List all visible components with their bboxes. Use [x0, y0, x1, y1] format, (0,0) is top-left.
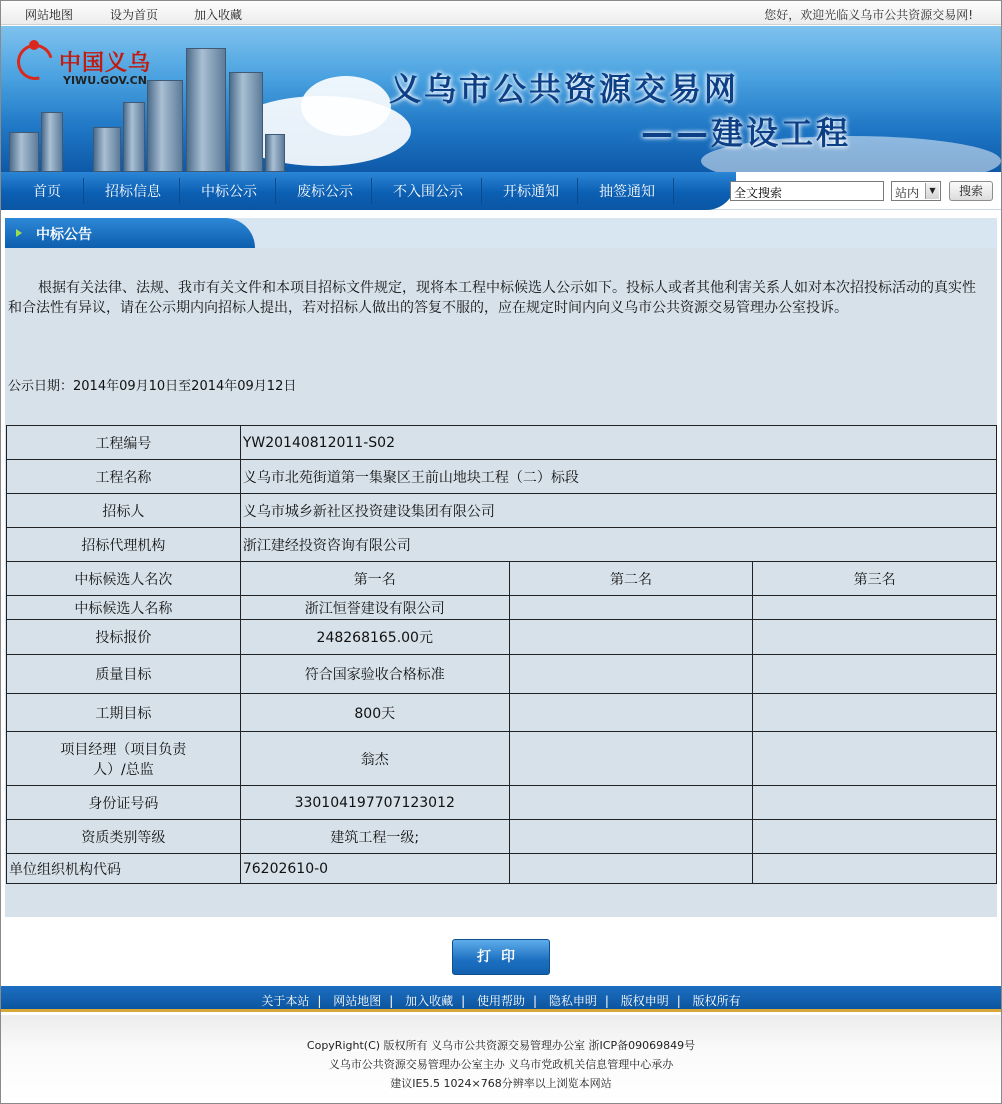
building-image	[229, 72, 263, 172]
table-row	[7, 460, 997, 494]
section-tab	[5, 218, 255, 248]
building-image	[9, 132, 39, 172]
footer-separator: |	[461, 994, 466, 1008]
table-row	[7, 655, 997, 694]
footer-separator: |	[317, 994, 322, 1008]
table-cell	[753, 786, 997, 820]
nav-separator	[481, 178, 482, 204]
footer-nav	[1, 986, 1001, 1012]
table-row	[7, 732, 997, 786]
copyright-line: CopyRight(C) 版权所有 义乌市公共资源交易管理办公室 浙ICP备09069849号	[306, 1039, 696, 1052]
notice-paragraph: 根据有关法律、法规、我市有关文件和本项目招标文件规定，现将本工程中标候选人公示如下。投标人或者其他利害关系人如对本次招投标活动的真实性和合法性有异议，请在公示期内向招标人提出，若对招标人做出的答复不服的，应在规定时间内向义乌市公共资源交易管理办公室投诉。	[8, 280, 976, 316]
footer-link-privacy[interactable]: 隐私申明	[548, 994, 597, 1008]
table-cell	[509, 596, 753, 620]
table-cell	[753, 596, 997, 620]
logo-name: 中国义乌	[59, 51, 152, 76]
logo-domain: YIWU.GOV.CN	[63, 74, 147, 87]
section-title: 中标公告	[36, 227, 92, 243]
table-row	[7, 620, 997, 655]
rank-header: 第一名	[240, 562, 509, 596]
table-cell: 建筑工程一级;	[240, 820, 509, 854]
search-input[interactable]: 全文搜索	[730, 181, 884, 201]
table-cell	[753, 620, 997, 655]
table-cell: 符合国家验收合格标准	[240, 655, 509, 694]
table-cell	[509, 694, 753, 732]
table-cell	[753, 732, 997, 786]
table-cell-label: 工程编号	[7, 426, 241, 460]
table-row	[7, 820, 997, 854]
table-cell	[753, 820, 997, 854]
banner	[1, 26, 1001, 172]
footer-link-favorite[interactable]: 加入收藏	[405, 994, 454, 1008]
table-cell: 800天	[240, 694, 509, 732]
footer-separator: |	[533, 994, 538, 1008]
building-image	[186, 48, 226, 172]
table-cell: 76202610-0	[240, 854, 509, 884]
table-row	[7, 854, 997, 884]
building-image	[123, 102, 145, 172]
table-cell-label: 投标报价	[7, 620, 241, 655]
sponsor-line: 义乌市公共资源交易管理办公室主办 义乌市党政机关信息管理中心承办	[328, 1058, 674, 1071]
chevron-down-icon[interactable]: ▼	[925, 183, 939, 199]
nav-item-lottery-notice[interactable]: 抽签通知	[599, 184, 655, 200]
project-name: 义乌市北苑街道第一集聚区王前山地块工程（二）标段	[240, 460, 996, 494]
building-image	[93, 127, 121, 172]
rank-header: 第二名	[509, 562, 753, 596]
search-scope-select[interactable]	[891, 181, 941, 201]
table-row	[7, 494, 997, 528]
building-image	[41, 112, 63, 172]
table-cell-label: 资质类别等级	[7, 820, 241, 854]
table-cell-label: 招标代理机构	[7, 528, 241, 562]
table-row	[7, 596, 997, 620]
table-row	[7, 528, 997, 562]
table-cell	[509, 620, 753, 655]
agency-name: 浙江建经投资咨询有限公司	[240, 528, 996, 562]
table-cell	[753, 655, 997, 694]
nav-separator	[673, 178, 674, 204]
footer-link-copyright-statement[interactable]: 版权申明	[620, 994, 669, 1008]
table-cell-label: 中标候选人名称	[7, 596, 241, 620]
table-cell: 浙江恒誉建设有限公司	[240, 596, 509, 620]
cloud-decoration	[301, 76, 391, 136]
footer-link-help[interactable]: 使用帮助	[476, 994, 525, 1008]
table-cell-label: 项目经理（项目负责人）/总监	[7, 732, 241, 786]
site-subtitle: ——建设工程	[641, 114, 852, 152]
browser-note: 建议IE5.5 1024×768分辨率以上浏览本网站	[390, 1077, 612, 1090]
footer-link-about[interactable]: 关于本站	[261, 994, 310, 1008]
nav-separator	[275, 178, 276, 204]
section-header	[5, 218, 997, 248]
table-row	[7, 786, 997, 820]
footer-separator: |	[389, 994, 394, 1008]
nav-separator	[83, 178, 84, 204]
sitemap-link[interactable]: 网站地图	[25, 8, 74, 22]
nav-separator	[371, 178, 372, 204]
footer-separator: |	[604, 994, 609, 1008]
footer-separator: |	[676, 994, 681, 1008]
table-cell	[753, 694, 997, 732]
table-cell-label: 中标候选人名次	[7, 562, 241, 596]
nav-item-opening-notice[interactable]: 开标通知	[503, 184, 559, 200]
footer-link-sitemap[interactable]: 网站地图	[333, 994, 382, 1008]
table-cell: 330104197707123012	[240, 786, 509, 820]
yiwu-logo-dot-icon	[29, 40, 39, 50]
nav-item-home[interactable]: 首页	[33, 184, 61, 200]
table-cell	[509, 820, 753, 854]
table-cell-label: 单位组织机构代码	[7, 854, 241, 884]
table-cell-label: 身份证号码	[7, 786, 241, 820]
print-button[interactable]: 打印	[452, 939, 550, 975]
footer-copyright	[1, 1015, 1001, 1103]
table-cell-label: 招标人	[7, 494, 241, 528]
top-utility-bar	[1, 1, 1001, 25]
nav-separator	[577, 178, 578, 204]
nav-item-award-notice[interactable]: 中标公示	[201, 184, 257, 200]
set-home-link[interactable]: 设为首页	[110, 8, 159, 22]
table-cell: 248268165.00元	[240, 620, 509, 655]
table-cell	[509, 854, 753, 884]
table-cell-label: 工程名称	[7, 460, 241, 494]
table-cell-label: 工期目标	[7, 694, 241, 732]
table-row	[7, 694, 997, 732]
building-image	[147, 80, 183, 172]
table-cell-label: 质量目标	[7, 655, 241, 694]
nav-item-not-shortlisted[interactable]: 不入围公示	[393, 184, 463, 200]
footer-link-all-rights[interactable]: 版权所有	[692, 994, 741, 1008]
table-cell: 翁杰	[240, 732, 509, 786]
search-button[interactable]: 搜索	[949, 181, 993, 201]
add-favorite-link[interactable]: 加入收藏	[194, 8, 243, 22]
award-info-table	[6, 425, 997, 884]
table-cell	[509, 732, 753, 786]
search-scope-value: 站内	[895, 186, 920, 200]
welcome-text: 您好，欢迎光临义乌市公共资源交易网!	[764, 8, 973, 22]
nav-separator	[179, 178, 180, 204]
triangle-bullet-icon	[16, 229, 22, 237]
table-row	[7, 426, 997, 460]
table-cell	[509, 655, 753, 694]
tenderer-name: 义乌市城乡新社区投资建设集团有限公司	[240, 494, 996, 528]
footer-links	[1, 992, 1001, 1009]
nav-item-tender-info[interactable]: 招标信息	[105, 184, 161, 200]
publicity-date: 公示日期：2014年09月10日至2014年09月12日	[8, 379, 297, 394]
table-row	[7, 562, 997, 596]
building-image	[265, 134, 285, 172]
nav-item-void-notice[interactable]: 废标公示	[297, 184, 353, 200]
table-cell	[753, 854, 997, 884]
project-number: YW20140812011-S02	[240, 426, 996, 460]
table-cell	[509, 786, 753, 820]
site-title: 义乌市公共资源交易网	[389, 70, 740, 108]
rank-header: 第三名	[753, 562, 997, 596]
